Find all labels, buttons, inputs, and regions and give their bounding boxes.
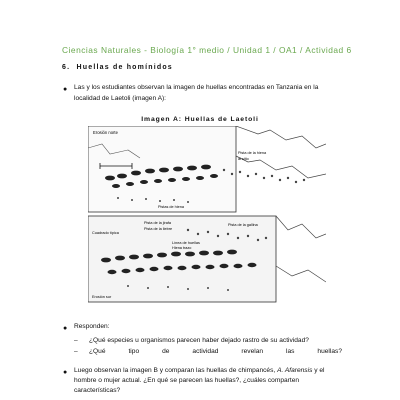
laetoli-footprints-figure (88, 126, 326, 304)
label-b-line: Hiena trazo (172, 246, 192, 250)
dash-icon: – (74, 348, 78, 355)
question-2: ¿Qué tipo de actividad revelan las huellas? (89, 348, 342, 355)
dash-icon: – (74, 337, 78, 344)
label-north: Erosión norte (93, 130, 118, 135)
respond-paragraph: Responden: (74, 323, 110, 330)
page-header: Ciencias Naturales - Biología 1° medio / Unidad 1 / OA1 / Actividad 6 (62, 45, 352, 55)
compare-paragraph (74, 366, 342, 396)
label-trail2: al sitio (238, 157, 249, 161)
compare-species: A. Afarensis (277, 367, 313, 374)
label-guinea: Pista de la gallina (228, 223, 258, 227)
label-hominid: Pista de la jirafa (144, 221, 172, 225)
label-erosion-south: Erosión sur (92, 295, 112, 299)
label-trail-south: Pistas de hiena (158, 205, 184, 209)
intro-paragraph: Las y los estudiantes observan la imagen de huellas encontradas en Tanzania en la localidad de Laetoli (imagen A): (74, 84, 319, 102)
question-1: ¿Qué especies u organismos parecen haber dejado rastro de su actividad? (89, 337, 309, 344)
compare-prefix: Luego observan la imagen B y comparan las huellas de chimpancés, (74, 367, 278, 374)
footprints-map-illustration (88, 126, 326, 304)
label-lines: Línea de huellas (172, 241, 200, 245)
label-bird: Pista de la liebre (144, 227, 173, 231)
bullet-icon: ● (63, 86, 68, 93)
compare-suffix: y el hombre o mujer actual. ¿En qué se parecen las huellas?, ¿cuáles comparten características? (74, 367, 325, 394)
label-scale: Cuadrado típica (92, 231, 119, 235)
bullet-icon: ● (63, 369, 68, 376)
section-title-text: Huellas de homínidos (76, 64, 173, 71)
label-trail1: Pista de la hiena (238, 151, 267, 155)
bullet-icon: ● (63, 325, 68, 332)
section-title (62, 64, 173, 71)
image-a-title: Imagen A: Huellas de Laetoli (141, 116, 259, 123)
section-number: 6. (62, 64, 71, 71)
